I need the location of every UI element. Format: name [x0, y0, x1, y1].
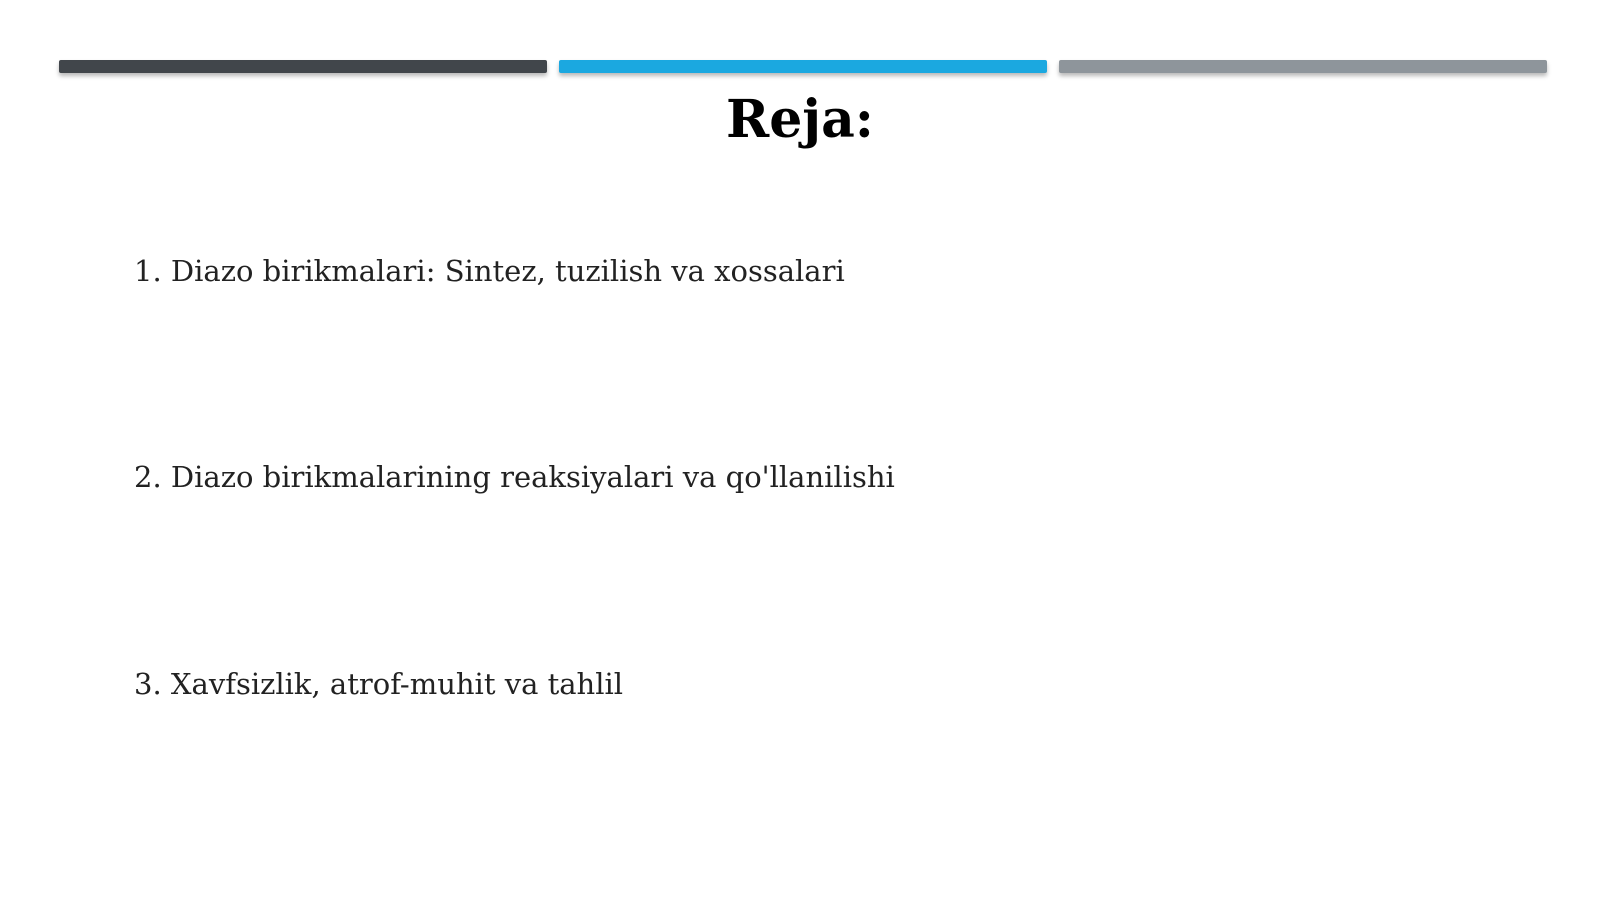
agenda-item-1: 1. Diazo birikmalari: Sintez, tuzilish va xossalari: [134, 254, 845, 288]
agenda-item-2: 2. Diazo birikmalarining reaksiyalari va qo'llanilishi: [134, 460, 895, 494]
accent-bar-dark: [59, 60, 547, 73]
accent-bar-gray: [1059, 60, 1547, 73]
accent-bar-blue: [559, 60, 1047, 73]
agenda-item-3: 3. Xavfsizlik, atrof-muhit va tahlil: [134, 667, 624, 701]
slide-title: Reja:: [725, 89, 874, 150]
